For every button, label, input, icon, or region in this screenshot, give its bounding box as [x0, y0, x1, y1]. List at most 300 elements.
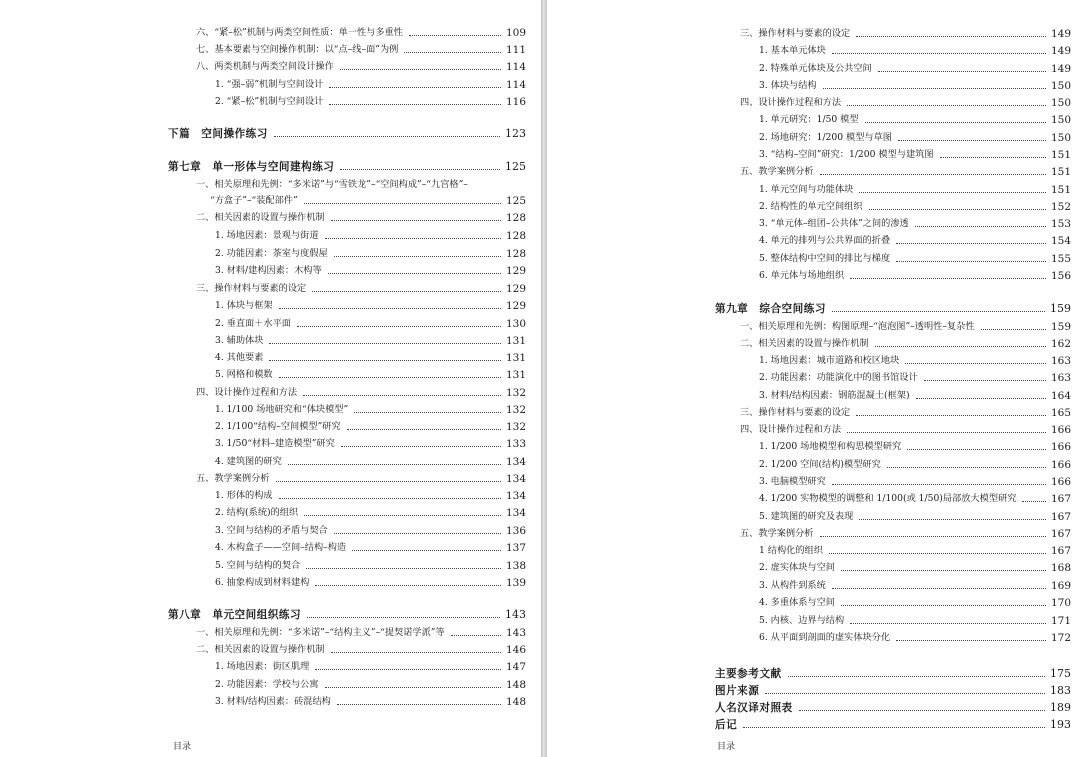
toc-entry	[759, 545, 1071, 557]
dot-leader	[409, 35, 501, 36]
dot-leader	[869, 209, 1046, 210]
entry-title: 一、相关原理和先例：“多米诺”与“雪铁龙”–“空间构成”–“九宫格”–	[196, 179, 468, 190]
dot-leader	[841, 605, 1046, 606]
entry-title: “方盒子”–“装配部件”	[210, 195, 298, 206]
entry-title: 1 结构化的组织	[759, 545, 823, 556]
page-number: 148	[505, 679, 526, 691]
dot-leader	[325, 238, 501, 239]
page-number: 132	[505, 421, 526, 433]
page-number: 133	[505, 438, 526, 450]
page-number: 193	[1050, 718, 1071, 731]
entry-title: 2. “紧–松”机制与空间设计	[215, 96, 324, 107]
dot-leader	[354, 412, 501, 413]
page-number: 150	[1050, 80, 1071, 92]
entry-title: 五、教学案例分析	[196, 473, 270, 484]
page-number: 151	[1050, 149, 1071, 161]
toc-entry	[759, 201, 1071, 213]
page-number: 163	[1050, 355, 1071, 367]
page-number: 189	[1050, 701, 1071, 714]
entry-title: 3. 辅助体块	[215, 335, 264, 346]
toc-entry	[759, 615, 1071, 627]
toc-entry	[196, 27, 526, 39]
dot-leader	[352, 550, 501, 551]
page-number: 166	[1050, 441, 1071, 453]
toc-entry	[215, 79, 526, 91]
page-number: 132	[505, 404, 526, 416]
entry-title: 2. 1/200 空间(结构)模型研究	[759, 459, 881, 470]
dot-leader	[915, 226, 1046, 227]
page-number: 125	[505, 195, 526, 207]
dot-leader	[887, 467, 1046, 468]
dot-leader	[799, 710, 1045, 711]
entry-title: 4. 其他要素	[215, 352, 264, 363]
page-number: 150	[1050, 114, 1071, 126]
toc-entry	[196, 387, 526, 399]
dot-leader	[276, 481, 501, 482]
page-number: 152	[1050, 201, 1071, 213]
page-number: 114	[505, 79, 526, 91]
entry-title: 3. 从构件到系统	[759, 580, 826, 591]
entry-title: 2. 垂直面＋水平面	[215, 318, 291, 329]
dot-leader	[340, 69, 501, 70]
toc-entry	[740, 338, 1071, 350]
page-number: 167	[1050, 511, 1071, 523]
toc-entry	[215, 456, 526, 468]
entry-title: 3. 空间与结构的矛盾与契合	[215, 525, 328, 536]
page-number: 155	[1050, 253, 1071, 265]
entry-title: 3. 材料/结构因素：钢筋混凝土(框架)	[759, 390, 910, 401]
entry-title: 八、两类机制与两类空间设计操作	[196, 61, 334, 72]
toc-entry	[215, 490, 526, 502]
page-number: 132	[505, 387, 526, 399]
dot-leader	[832, 588, 1046, 589]
entry-title: 2. 功能因素：茶室与度假屋	[215, 248, 328, 259]
entry-title: 一、相关原理和先例：构图原理–“泡泡图”–透明性–复杂性	[740, 321, 975, 332]
entry-title: 2. 结构(系统)的组织	[215, 507, 299, 518]
dot-leader	[856, 36, 1046, 37]
entry-title: 主要参考文献	[715, 668, 782, 680]
entry-title: 3. 1/50“材料–建造模型”研究	[215, 438, 335, 449]
page-number: 137	[505, 542, 526, 554]
toc-entry	[215, 300, 526, 312]
dot-leader	[329, 104, 501, 105]
page-number: 164	[1050, 390, 1071, 402]
toc-entry	[740, 97, 1071, 109]
toc-entry	[759, 493, 1071, 505]
toc-entry	[196, 61, 526, 73]
entry-title: 一、相关原理和先例：“多米诺”–“结构主义”–“提契诺学派”等	[196, 627, 445, 638]
entry-title: 七、基本要素与空间操作机制：以“点–线–面”为例	[196, 44, 399, 55]
entry-title: 1. 单元空间与功能体块	[759, 184, 854, 195]
page-number: 130	[505, 318, 526, 330]
page-number: 131	[505, 335, 526, 347]
backmatter-entry	[715, 719, 1071, 731]
entry-title: 1. 场地因素：城市道路和校区地块	[759, 355, 900, 366]
entry-title: 三、操作材料与要素的设定	[196, 283, 307, 294]
page-number: 109	[505, 27, 526, 39]
page-number: 131	[505, 352, 526, 364]
dot-leader	[340, 169, 500, 170]
dot-leader	[829, 553, 1046, 554]
dot-leader	[303, 395, 501, 396]
dot-leader	[940, 157, 1046, 158]
dot-leader	[788, 676, 1045, 677]
toc-entry	[759, 441, 1071, 453]
toc-entry	[196, 44, 526, 56]
entry-title: 四、设计操作过程和方法	[740, 424, 842, 435]
page-number: 167	[1050, 528, 1071, 540]
dot-leader	[765, 693, 1045, 694]
dot-leader	[451, 635, 501, 636]
page-number: 134	[505, 507, 526, 519]
toc-entry	[759, 184, 1071, 196]
page-number: 156	[1050, 270, 1071, 282]
page-number: 143	[505, 608, 526, 621]
toc-entry	[759, 114, 1071, 126]
chapter-entry	[168, 609, 526, 621]
entry-title: 1. “强–弱”机制与空间设计	[215, 79, 324, 90]
entry-title: 四、设计操作过程和方法	[740, 97, 842, 108]
toc-entry	[215, 542, 526, 554]
chapter-entry	[168, 161, 526, 173]
page-number: 134	[505, 490, 526, 502]
page-number: 167	[1050, 493, 1071, 505]
left-page-footer: 目录	[173, 742, 192, 752]
dot-leader	[334, 256, 501, 257]
page-number: 150	[1050, 97, 1071, 109]
page-number: 125	[505, 160, 526, 173]
entry-title: 1. 形体的构成	[215, 490, 273, 501]
toc-entry	[759, 235, 1071, 247]
toc-entry	[740, 28, 1071, 40]
entry-title: 4. 木构盒子——空间–结构–构造	[215, 542, 347, 553]
toc-entry	[215, 560, 526, 572]
page-number: 175	[1050, 667, 1071, 680]
toc-entry	[215, 248, 526, 260]
toc-entry	[759, 218, 1071, 230]
dot-leader	[404, 52, 501, 53]
toc-entry	[759, 45, 1071, 57]
dot-leader	[878, 71, 1046, 72]
dot-leader	[1022, 501, 1046, 502]
entry-title: 3. 体块与结构	[759, 80, 817, 91]
dot-leader	[337, 704, 501, 705]
toc-entry	[215, 661, 526, 673]
dot-leader	[907, 449, 1046, 450]
page-number: 131	[505, 369, 526, 381]
toc-entry	[759, 355, 1071, 367]
entry-title: 5. 整体结构中空间的排比与梯度	[759, 253, 891, 264]
page-number: 169	[1050, 580, 1071, 592]
page-number: 167	[1050, 545, 1071, 557]
dot-leader	[896, 261, 1046, 262]
toc-entry	[215, 369, 526, 381]
page-number: 148	[505, 696, 526, 708]
dot-leader	[331, 652, 501, 653]
toc-entry	[215, 352, 526, 364]
page-number: 116	[505, 96, 526, 108]
page-number: 129	[505, 300, 526, 312]
dot-leader	[325, 687, 501, 688]
page-number: 153	[1050, 218, 1071, 230]
dot-leader	[288, 464, 501, 465]
page-number: 166	[1050, 476, 1071, 488]
toc-entry	[759, 253, 1071, 265]
toc-entry	[196, 283, 526, 295]
dot-leader	[847, 105, 1046, 106]
page-number: 134	[505, 473, 526, 485]
page-number: 134	[505, 456, 526, 468]
entry-title: 2. 场地研究：1/200 模型与草图	[759, 132, 892, 143]
page-number: 165	[1050, 407, 1071, 419]
page-number: 147	[505, 661, 526, 673]
entry-title: 3. 材料/建构因素：木构等	[215, 265, 322, 276]
dot-leader	[905, 363, 1046, 364]
page-number: 183	[1050, 684, 1071, 697]
toc-entry	[196, 179, 526, 191]
dot-leader	[820, 174, 1046, 175]
page-number: 143	[505, 627, 526, 639]
toc-entry	[215, 421, 526, 433]
entry-title: 4. 多重体系与空间	[759, 597, 835, 608]
toc-entry	[759, 80, 1071, 92]
entry-title: 3. “结构–空间”研究：1/200 模型与建筑图	[759, 149, 934, 160]
dot-leader	[269, 343, 501, 344]
toc-entry	[759, 459, 1071, 471]
entry-title: 图片来源	[715, 685, 760, 697]
page-number: 136	[505, 525, 526, 537]
dot-leader	[347, 429, 501, 430]
entry-title: 2. 功能因素：学校与公寓	[215, 679, 319, 690]
toc-entry	[215, 438, 526, 450]
dot-leader	[304, 203, 501, 204]
dot-leader	[896, 640, 1046, 641]
entry-title: 1. 基本单元体块	[759, 45, 826, 56]
entry-title: 6. 从平面到剖面的虚实体块分化	[759, 632, 891, 643]
toc-entry	[759, 632, 1071, 644]
dot-leader	[279, 498, 501, 499]
toc-entry	[215, 507, 526, 519]
toc-entry	[196, 627, 526, 639]
dot-leader	[820, 536, 1046, 537]
page-number: 166	[1050, 459, 1071, 471]
entry-title: 1. 场地因素：景观与街道	[215, 230, 319, 241]
page-number: 159	[1050, 302, 1071, 315]
page-number: 114	[505, 61, 526, 73]
toc-entry	[740, 321, 1071, 333]
dot-leader	[279, 377, 501, 378]
entry-title: 2. 虚实体块与空间	[759, 562, 835, 573]
entry-title: 5. 建筑图的研究及表现	[759, 511, 854, 522]
entry-title: 2. 1/100“结构–空间模型”研究	[215, 421, 341, 432]
backmatter-entry	[715, 685, 1071, 697]
page-number: 162	[1050, 338, 1071, 350]
entry-title: 3. 电脑模型研究	[759, 476, 826, 487]
toc-entry	[196, 473, 526, 485]
dot-leader	[823, 88, 1046, 89]
entry-title: 四、设计操作过程和方法	[196, 387, 298, 398]
entry-title: 人名汉译对照表	[715, 702, 793, 714]
dot-leader	[832, 484, 1046, 485]
page-number: 111	[505, 44, 526, 56]
page-number: 163	[1050, 372, 1071, 384]
dot-leader	[743, 727, 1045, 728]
dot-leader	[896, 243, 1046, 244]
toc-entry	[759, 270, 1071, 282]
right-page	[547, 0, 1080, 757]
entry-title: 5. 空间与结构的契合	[215, 560, 301, 571]
page-number: 138	[505, 560, 526, 572]
page-number: 149	[1050, 45, 1071, 57]
entry-title: 5. 内核、边界与结构	[759, 615, 845, 626]
right-page-footer: 目录	[717, 742, 736, 752]
toc-entry	[215, 265, 526, 277]
chapter-entry	[715, 303, 1071, 315]
page-number: 128	[505, 248, 526, 260]
page-number: 128	[505, 230, 526, 242]
entry-title: 4. 单元的排列与公共界面的折叠	[759, 235, 891, 246]
toc-entry	[215, 96, 526, 108]
page-number: 168	[1050, 562, 1071, 574]
toc-entry	[215, 525, 526, 537]
dot-leader	[856, 415, 1046, 416]
dot-leader	[875, 346, 1046, 347]
dot-leader	[859, 192, 1046, 193]
dot-leader	[916, 398, 1046, 399]
page-number: 123	[505, 127, 526, 140]
dot-leader	[850, 278, 1046, 279]
entry-title: 4. 建筑图的研究	[215, 456, 282, 467]
entry-title: 第七章 单一形体与空间建构练习	[168, 161, 335, 173]
toc-entry	[196, 212, 526, 224]
entry-title: 6. 单元体与场地组织	[759, 270, 845, 281]
entry-title: 3. “单元体–组团–公共体”之间的渗透	[759, 218, 909, 229]
entry-title: 5. 网格和模数	[215, 369, 273, 380]
entry-title: 6. 抽象构成到材料建构	[215, 577, 310, 588]
entry-title: 六、“紧–松”机制与两类空间性质：单一性与多重性	[196, 27, 403, 38]
page-number: 159	[1050, 321, 1071, 333]
dot-leader	[297, 326, 501, 327]
toc-right	[547, 0, 1080, 757]
entry-title: 2. 功能因素：功能演化中的图书馆设计	[759, 372, 918, 383]
entry-title: 后记	[715, 719, 738, 731]
toc-entry	[215, 679, 526, 691]
entry-title: 下篇 空间操作练习	[168, 128, 268, 140]
dot-leader	[315, 585, 501, 586]
entry-title: 1. 1/100 场地研究和“体块模型”	[215, 404, 349, 415]
toc-entry	[759, 511, 1071, 523]
page-number: 129	[505, 283, 526, 295]
toc-entry	[210, 195, 526, 207]
toc-entry	[759, 476, 1071, 488]
dot-leader	[307, 617, 500, 618]
page-number: 139	[505, 577, 526, 589]
entry-title: 第九章 综合空间练习	[715, 303, 826, 315]
entry-title: 三、操作材料与要素的设定	[740, 407, 851, 418]
entry-title: 二、相关因素的设置与操作机制	[196, 212, 325, 223]
toc-entry	[740, 407, 1071, 419]
toc-entry	[740, 528, 1071, 540]
toc-entry	[759, 149, 1071, 161]
entry-title: 五、教学案例分析	[740, 528, 814, 539]
entry-title: 1. 1/200 场地模型和构思模型研究	[759, 441, 902, 452]
toc-entry	[759, 372, 1071, 384]
toc-entry	[759, 390, 1071, 402]
dot-leader	[832, 311, 1045, 312]
entry-title: 三、操作材料与要素的设定	[740, 28, 851, 39]
dot-leader	[312, 291, 501, 292]
dot-leader	[924, 380, 1046, 381]
entry-title: 4. 1/200 实物模型的调整和 1/100(或 1/50)局部放大模型研究	[759, 493, 1017, 504]
backmatter-entry	[715, 702, 1071, 714]
page-number: 172	[1050, 632, 1071, 644]
dot-leader	[832, 53, 1046, 54]
dot-leader	[329, 87, 501, 88]
entry-title: 第八章 单元空间组织练习	[168, 609, 302, 621]
dot-leader	[859, 519, 1046, 520]
dot-leader	[279, 308, 501, 309]
entry-title: 二、相关因素的设置与操作机制	[196, 644, 325, 655]
dot-leader	[269, 360, 501, 361]
dot-leader	[315, 669, 501, 670]
dot-leader	[274, 136, 500, 137]
entry-title: 1. 体块与框架	[215, 300, 273, 311]
dot-leader	[841, 570, 1046, 571]
entry-title: 3. 材料/结构因素：砖混结构	[215, 696, 331, 707]
toc-entry	[196, 644, 526, 656]
entry-title: 二、相关因素的设置与操作机制	[740, 338, 869, 349]
dot-leader	[981, 329, 1046, 330]
toc-entry	[215, 318, 526, 330]
dot-leader	[847, 432, 1046, 433]
dot-leader	[306, 568, 501, 569]
toc-entry	[215, 696, 526, 708]
toc-entry	[759, 580, 1071, 592]
entry-title: 五、教学案例分析	[740, 166, 814, 177]
toc-entry	[759, 132, 1071, 144]
dot-leader	[334, 533, 501, 534]
entry-title: 2. 特殊单元体块及公共空间	[759, 63, 872, 74]
toc-entry	[740, 424, 1071, 436]
page-number: 129	[505, 265, 526, 277]
toc-entry	[759, 597, 1071, 609]
part-entry	[168, 128, 526, 140]
page-number: 166	[1050, 424, 1071, 436]
toc-entry	[215, 335, 526, 347]
entry-title: 2. 结构性的单元空间组织	[759, 201, 863, 212]
page-number: 146	[505, 644, 526, 656]
page-number: 149	[1050, 63, 1071, 75]
toc-entry	[215, 577, 526, 589]
page-number: 150	[1050, 132, 1071, 144]
backmatter-entry	[715, 668, 1071, 680]
dot-leader	[331, 220, 501, 221]
page-number: 171	[1050, 615, 1071, 627]
page-number: 151	[1050, 184, 1071, 196]
page-number: 149	[1050, 28, 1071, 40]
toc-entry	[215, 404, 526, 416]
dot-leader	[865, 122, 1046, 123]
entry-title: 1. 场地因素：街区肌理	[215, 661, 310, 672]
dot-leader	[341, 446, 501, 447]
page-number: 170	[1050, 597, 1071, 609]
toc-entry	[740, 166, 1071, 178]
page-number: 154	[1050, 235, 1071, 247]
page-number: 151	[1050, 166, 1071, 178]
dot-leader	[850, 623, 1046, 624]
entry-title: 1. 单元研究：1/50 模型	[759, 114, 859, 125]
toc-entry	[759, 63, 1071, 75]
